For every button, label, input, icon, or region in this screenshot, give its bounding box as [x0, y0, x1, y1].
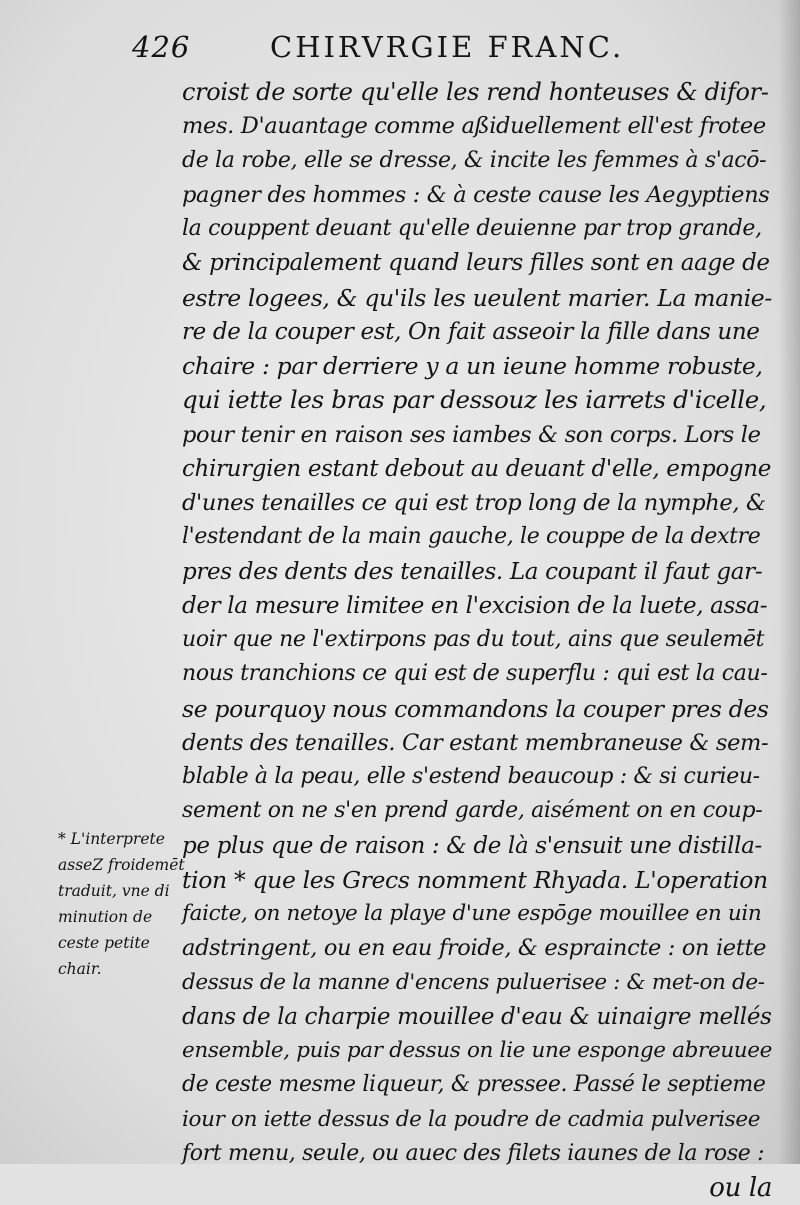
marginal-note-line: asseZ froidemēt	[58, 856, 185, 874]
body-line: fort menu, seule, ou auec des filets iaunes de la rose :	[182, 1140, 765, 1166]
body-line: blable à la peau, elle s'estend beaucoup : & si curieu-	[182, 764, 760, 789]
page-edge-shadow	[778, 0, 800, 1164]
body-line: chaire : par derriere y a un ieune homme robuste,	[182, 352, 763, 380]
body-line: chirurgien estant debout au deuant d'elle, empogne	[182, 455, 771, 482]
body-line: & principalement quand leurs filles sont en aage de	[182, 250, 770, 277]
body-line: pour tenir en raison ses iambes & son corps. Lors le	[182, 421, 761, 448]
body-line: qui iette les bras par dessouz les iarrets d'icelle,	[182, 385, 767, 415]
body-line: sement on ne s'en prend garde, aisément on en coup-	[182, 798, 763, 824]
body-line: l'estendant de la main gauche, le couppe de la dextre	[182, 524, 761, 550]
body-line: dessus de la manne d'encens puluerisee : & met-on de-	[182, 969, 765, 995]
body-line: tion * que les Grecs nomment Rhyada. L'operation	[182, 865, 768, 894]
body-line: pagner des hommes : & à ceste cause les Aegyptiens	[182, 181, 770, 208]
marginal-note-line: traduit, vne di	[58, 882, 170, 900]
body-line: der la mesure limitee en l'excision de la luete, assa-	[182, 592, 768, 619]
marginal-note	[58, 826, 208, 982]
marginal-note-line: ceste petite	[58, 934, 150, 952]
body-text	[182, 75, 772, 1205]
body-line: ensemble, puis par dessus on lie une esponge abreuuee	[182, 1038, 773, 1063]
marginal-note-line: minution de	[58, 908, 153, 926]
body-line: faicte, on netoye la playe d'une espōge mouillee en uin	[182, 901, 762, 926]
body-line: dents des tenailles. Car estant membraneuse & sem-	[182, 729, 769, 756]
body-line: de la robe, elle se dresse, & incite les femmes à s'acō-	[182, 147, 767, 173]
body-line: pres des dents des tenailles. La coupant il faut gar-	[182, 558, 763, 585]
body-line: adstringent, ou en eau froide, & espraincte : on iette	[182, 935, 767, 962]
body-line: dans de la charpie mouillee d'eau & uinaigre mellés	[182, 1003, 772, 1030]
page-number: 426	[132, 30, 191, 64]
page-header	[132, 30, 672, 70]
marginal-note-line: * L'interprete	[58, 830, 165, 848]
body-line: estre logees, & qu'ils les ueulent marier. La manie-	[182, 283, 772, 312]
body-line: uoir que ne l'extirpons pas du tout, ains que seulemēt	[182, 627, 765, 652]
body-line: croist de sorte qu'elle les rend honteuses & difor-	[182, 78, 769, 106]
body-line: nous tranchions ce qui est de superflu : qui est la cau-	[182, 661, 768, 687]
body-line: iour on iette dessus de la poudre de cadmia pulverisee	[182, 1106, 761, 1132]
running-head: CHIRVRGIE FRANC.	[270, 30, 625, 64]
body-line: ou la	[709, 1173, 772, 1203]
body-line: re de la couper est, On fait asseoir la fille dans une	[182, 318, 760, 345]
body-line: la couppent deuant qu'elle deuienne par trop grande,	[182, 216, 762, 241]
marginal-note-line: chair.	[58, 960, 102, 978]
body-line: d'unes tenailles ce qui est trop long de la nymphe, &	[182, 490, 766, 516]
body-line: de ceste mesme liqueur, & pressee. Passé le septieme	[182, 1072, 766, 1098]
body-line: pe plus que de raison : & de là s'ensuit une distilla-	[182, 832, 762, 859]
body-line: se pourquoy nous commandons la couper pres des	[182, 694, 769, 723]
body-line: mes. D'auantage comme aßiduellement ell'est frotee	[182, 113, 766, 140]
